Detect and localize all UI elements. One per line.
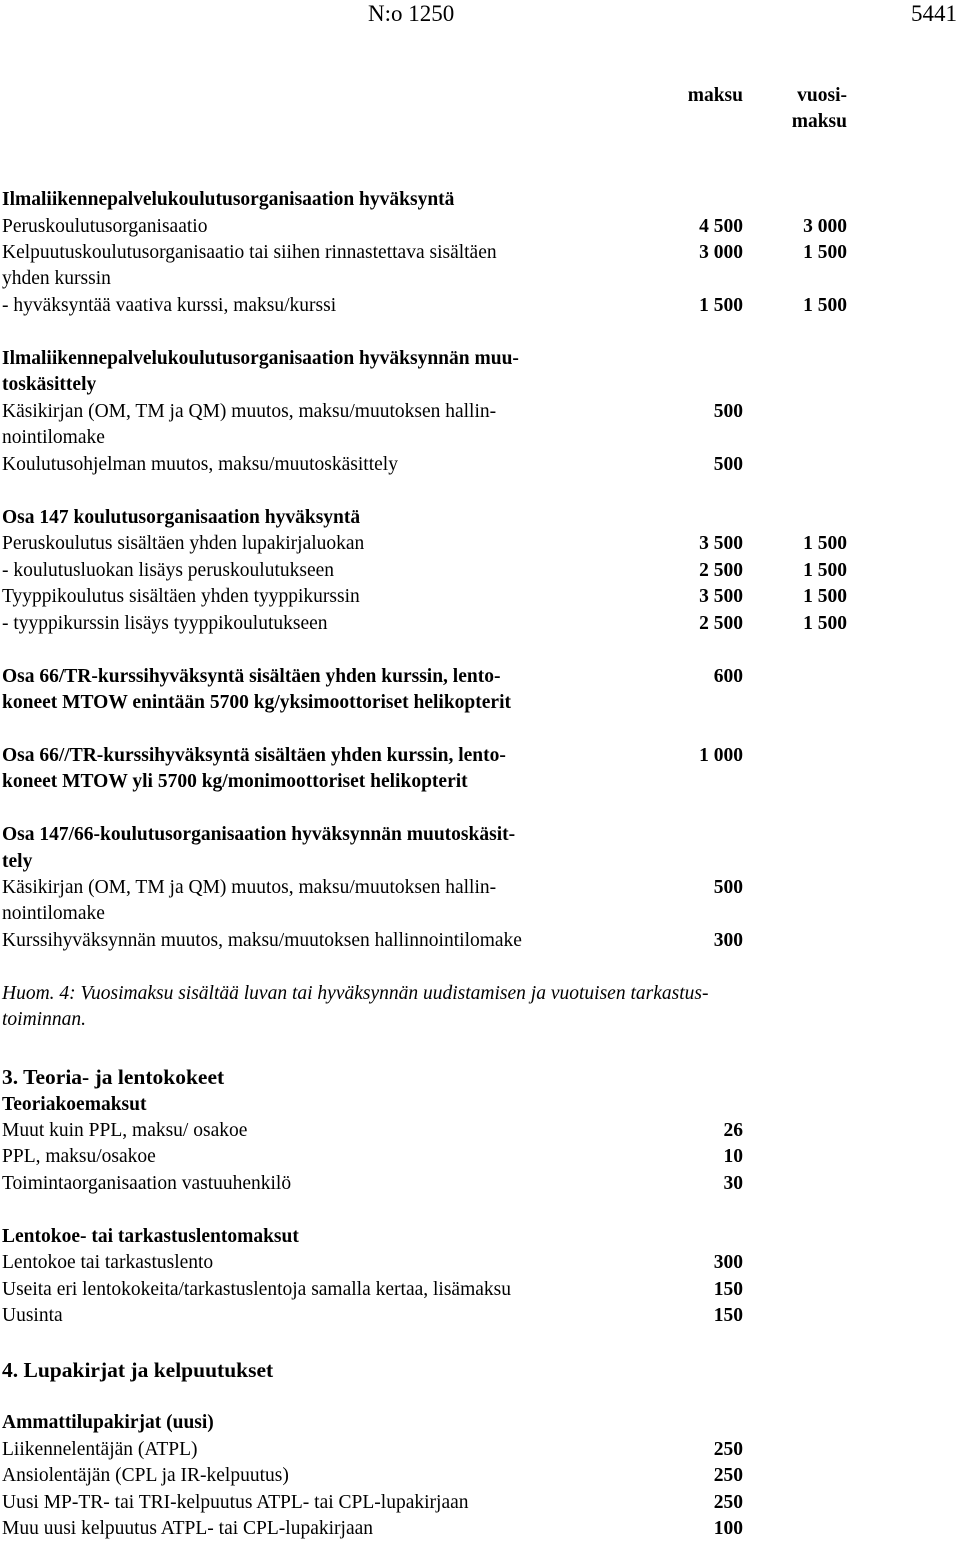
item-heading: Teoriakoemaksut — [2, 1094, 147, 1115]
fee-item-label: Kurssihyväksynnän muutos, maksu/muutoksen hallinnointilomake — [2, 930, 522, 951]
fee-amount: 250 — [713, 1465, 743, 1486]
fee-amount: 10 — [723, 1146, 743, 1167]
fee-item-label: Toimintaorganisaation vastuuhenkilö — [2, 1173, 292, 1194]
fee-amount: 500 — [713, 401, 743, 422]
fee-amount: 300 — [713, 930, 743, 951]
fee-amount: 4 500 — [699, 216, 743, 237]
item-heading: Osa 147/66-koulutusorganisaation hyväksynnän muutoskäsit- — [2, 824, 516, 845]
fee-item-label: Koulutusohjelman muutos, maksu/muutoskäsittely — [2, 454, 398, 475]
fee-item-label: yhden kurssin — [2, 268, 111, 289]
fee-amount: 2 500 — [699, 613, 743, 634]
annual-fee-amount: 1 500 — [803, 560, 847, 581]
item-heading: koneet MTOW yli 5700 kg/monimoottoriset helikopterit — [2, 771, 468, 792]
item-heading: Ammattilupakirjat (uusi) — [2, 1412, 214, 1433]
fee-amount: 2 500 — [699, 560, 743, 581]
annual-fee-amount: 1 500 — [803, 242, 847, 263]
fee-amount: 150 — [713, 1305, 743, 1326]
fee-item-label: Liikennelentäjän (ATPL) — [2, 1439, 198, 1460]
fee-amount: 26 — [723, 1120, 743, 1141]
annual-fee-amount: 1 500 — [803, 533, 847, 554]
fee-amount: 1 500 — [699, 295, 743, 316]
fee-amount: 3 500 — [699, 533, 743, 554]
fee-item-label: Käsikirjan (OM, TM ja QM) muutos, maksu/muutoksen hallin- — [2, 877, 497, 898]
fee-item-label: Uusinta — [2, 1305, 63, 1326]
fee-item-label: - tyyppikurssin lisäys tyyppikoulutukseen — [2, 613, 328, 634]
fee-item-label: Käsikirjan (OM, TM ja QM) muutos, maksu/muutoksen hallin- — [2, 401, 497, 422]
item-heading: toskäsittely — [2, 374, 97, 395]
fee-item-label: Useita eri lentokokeita/tarkastuslentoja samalla kertaa, lisämaksu — [2, 1279, 511, 1300]
column-header-vuosimaksu-1: vuosi- — [797, 85, 847, 106]
fee-amount: 30 — [723, 1173, 743, 1194]
item-heading: Osa 147 koulutusorganisaation hyväksyntä — [2, 507, 361, 528]
column-header-maksu: maksu — [687, 85, 743, 106]
fee-amount: 500 — [713, 454, 743, 475]
fee-amount: 3 500 — [699, 586, 743, 607]
fee-item-label: Tyyppikoulutus sisältäen yhden tyyppikurssin — [2, 586, 360, 607]
page-number: 5441 — [911, 1, 957, 26]
fee-amount: 250 — [713, 1492, 743, 1513]
annual-fee-amount: 1 500 — [803, 586, 847, 607]
fee-amount: 500 — [713, 877, 743, 898]
fee-amount: 150 — [713, 1279, 743, 1300]
section-heading: 4. Lupakirjat ja kelpuutukset — [2, 1358, 274, 1382]
fee-item-label: toiminnan. — [2, 1009, 86, 1030]
fee-amount: 600 — [713, 666, 743, 687]
fee-item-label: - hyväksyntää vaativa kurssi, maksu/kurssi — [2, 295, 337, 316]
column-header-vuosimaksu-2: maksu — [791, 111, 847, 132]
item-heading: koneet MTOW enintään 5700 kg/yksimoottoriset helikopterit — [2, 692, 511, 713]
annual-fee-amount: 1 500 — [803, 613, 847, 634]
item-heading: Ilmaliikennepalvelukoulutusorganisaation hyväksynnän muu- — [2, 348, 519, 369]
fee-item-label: - koulutusluokan lisäys peruskoulutukseen — [2, 560, 335, 581]
fee-item-label: Uusi MP-TR- tai TRI-kelpuutus ATPL- tai CPL-lupakirjaan — [2, 1492, 469, 1513]
item-heading: tely — [2, 851, 33, 872]
fee-item-label: Muut kuin PPL, maksu/ osakoe — [2, 1120, 248, 1141]
fee-item-label: Peruskoulutus sisältäen yhden lupakirjaluokan — [2, 533, 365, 554]
fee-item-label: nointilomake — [2, 427, 105, 448]
section-heading: 3. Teoria- ja lentokokeet — [2, 1065, 225, 1089]
annual-fee-amount: 3 000 — [803, 216, 847, 237]
fee-item-label: Peruskoulutusorganisaatio — [2, 216, 208, 237]
item-heading: Lentokoe- tai tarkastuslentomaksut — [2, 1226, 299, 1247]
fee-item-label: Huom. 4: Vuosimaksu sisältää luvan tai hyväksynnän uudistamisen ja vuotuisen tarkastus- — [2, 983, 709, 1004]
item-heading: Osa 66//TR-kurssihyväksyntä sisältäen yhden kurssin, lento- — [2, 745, 506, 766]
fee-item-label: PPL, maksu/osakoe — [2, 1146, 156, 1167]
annual-fee-amount: 1 500 — [803, 295, 847, 316]
fee-item-label: nointilomake — [2, 903, 105, 924]
fee-item-label: Lentokoe tai tarkastuslento — [2, 1252, 214, 1273]
fee-item-label: Muu uusi kelpuutus ATPL- tai CPL-lupakirjaan — [2, 1518, 374, 1539]
fee-item-label: Kelpuutuskoulutusorganisaatio tai siihen rinnastettava sisältäen — [2, 242, 497, 263]
fee-item-label: Ansiolentäjän (CPL ja IR-kelpuutus) — [2, 1465, 289, 1486]
fee-amount: 100 — [713, 1518, 743, 1539]
fee-amount: 300 — [713, 1252, 743, 1273]
fee-amount: 1 000 — [699, 745, 743, 766]
page-header-left: N:o 1250 — [368, 1, 455, 26]
fee-amount: 250 — [713, 1439, 743, 1460]
item-heading: Osa 66/TR-kurssihyväksyntä sisältäen yhden kurssin, lento- — [2, 666, 501, 687]
item-heading: Ilmaliikennepalvelukoulutusorganisaation hyväksyntä — [2, 189, 455, 210]
fee-amount: 3 000 — [699, 242, 743, 263]
